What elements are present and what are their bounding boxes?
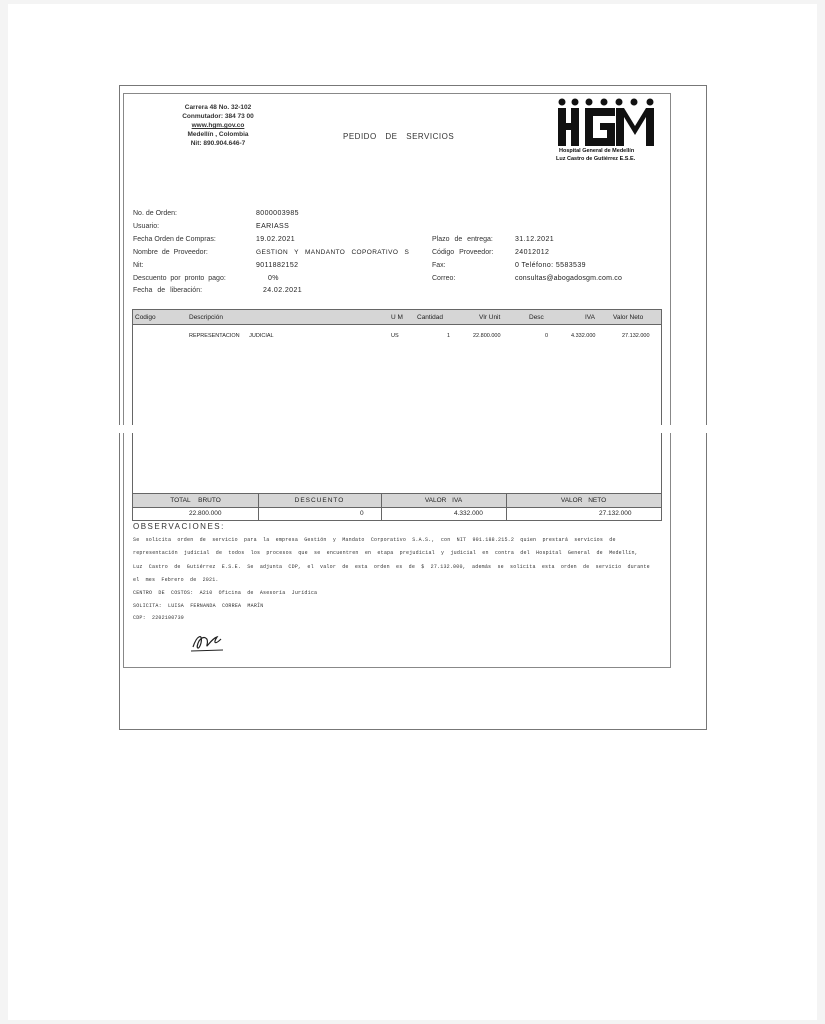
fax-value: 0 Teléfono: 5583539 [515,262,586,269]
row-neto: 27.132.000 [622,333,650,339]
row-vlr-unit: 22.800.000 [473,333,501,339]
col-iva: IVA [585,314,595,321]
address-line: Medellín , Colombia [187,131,249,138]
col-descripcion: Descripción [189,314,223,321]
page-title: PEDIDO DE SERVICIOS [343,132,455,141]
observaciones-line: Luz Castro de Gutiérrez E.S.E. Se adjunta CDP, el valor de esta orden es de $ 27.132.000, además se solicita esta orden de servicio durante [133,564,650,570]
usuario-label: Usuario: [133,223,160,230]
row-descripcion: REPRESENTACION JUDICIAL [189,333,274,339]
cdp-line: CDP: 2202100739 [133,615,185,621]
usuario-value: EARIASS [256,223,290,230]
liberacion-label: Fecha de liberación: [133,287,203,294]
total-iva-value: 4.332.000 [454,510,483,517]
total-iva-label: VALOR IVA [424,497,463,504]
observaciones-line: representación judicial de todos los procesos que se encuentren en etapa prejudicial y judicial en contra del Hospital General de Medellín, [133,550,638,556]
total-descuento-value: 0 [360,510,364,517]
observaciones-line: Se solicita orden de servicio para la empresa Gestión y Mandato Corporativo S.A.S., con NIT 901.188.215.2 quien prestará servicios de [133,537,616,543]
nit-label: Nit: [133,262,144,269]
col-valor-neto: Valor Neto [613,314,644,321]
totals-table [132,493,662,521]
codigo-value: 24012012 [515,249,550,256]
descuento-value: 0% [268,275,279,282]
descuento-label: Descuento por pronto pago: [133,275,226,282]
row-iva: 4.332.000 [571,333,596,339]
row-um: US [391,333,399,339]
items-table [132,309,662,494]
address-line: Nit: 890.904.646-7 [190,140,246,147]
codigo-label: Código Proveedor: [432,249,494,256]
orden-label: No. de Orden: [133,210,177,217]
total-bruto-label: TOTAL BRUTO [170,497,221,504]
plazo-label: Plazo de entrega: [432,236,493,243]
liberacion-value: 24.02.2021 [263,287,303,294]
total-neto-label: VALOR NETO [560,497,607,504]
col-vlr-unit: Vlr Unit [479,314,501,321]
signature-icon [189,631,225,655]
nit-value: 9011882152 [256,262,299,269]
col-cantidad: Cantidad [417,314,444,321]
hgm-logo-icon [556,97,661,149]
fecha-label: Fecha Orden de Compras: [133,236,216,243]
total-bruto-value: 22.800.000 [189,510,222,517]
col-um: U M [391,314,403,321]
address-line: Carrera 48 No. 32-102 [184,104,252,111]
table-header [133,310,661,325]
total-descuento-label: DESCUENTO [294,497,345,504]
hospital-address [162,103,274,148]
plazo-value: 31.12.2021 [515,236,555,243]
fax-label: Fax: [432,262,446,269]
correo-value: consultas@abogadosgm.com.co [515,275,623,282]
total-neto-value: 27.132.000 [599,510,632,517]
centro-costos-line: CENTRO DE COSTOS: A210 Oficina de Asesoría Jurídica [133,590,318,596]
observaciones-title: OBSERVACIONES: [133,522,225,531]
row-desc: 0 [545,333,549,339]
fecha-value: 19.02.2021 [256,236,296,243]
iva-cell [381,494,507,520]
address-line: www.hgm.gov.co [191,122,245,129]
scan-gap [118,425,708,433]
address-line: Conmutador: 384 73 00 [182,113,254,120]
logo-caption-2: Luz Castro de Gutiérrez E.S.E. [556,156,636,162]
total-bruto-cell [133,494,259,520]
logo-caption-1: Hospital General de Medellín [559,148,635,154]
observaciones-line: el mes Febrero de 2021. [133,577,219,583]
col-codigo: Codigo [135,314,156,321]
row-cantidad: 1 [447,333,451,339]
hospital-logo [556,97,661,167]
col-desc: Desc [529,314,544,321]
proveedor-value: GESTION Y MANDANTO COPORATIVO S [256,249,410,256]
neto-cell [506,494,661,520]
solicita-line: SOLICITA: LUISA FERNANDA CORREA MARÍN [133,603,264,609]
correo-label: Correo: [432,275,456,282]
proveedor-label: Nombre de Proveedor: [133,249,208,256]
orden-value: 8000003985 [256,210,299,217]
descuento-cell [258,494,382,520]
